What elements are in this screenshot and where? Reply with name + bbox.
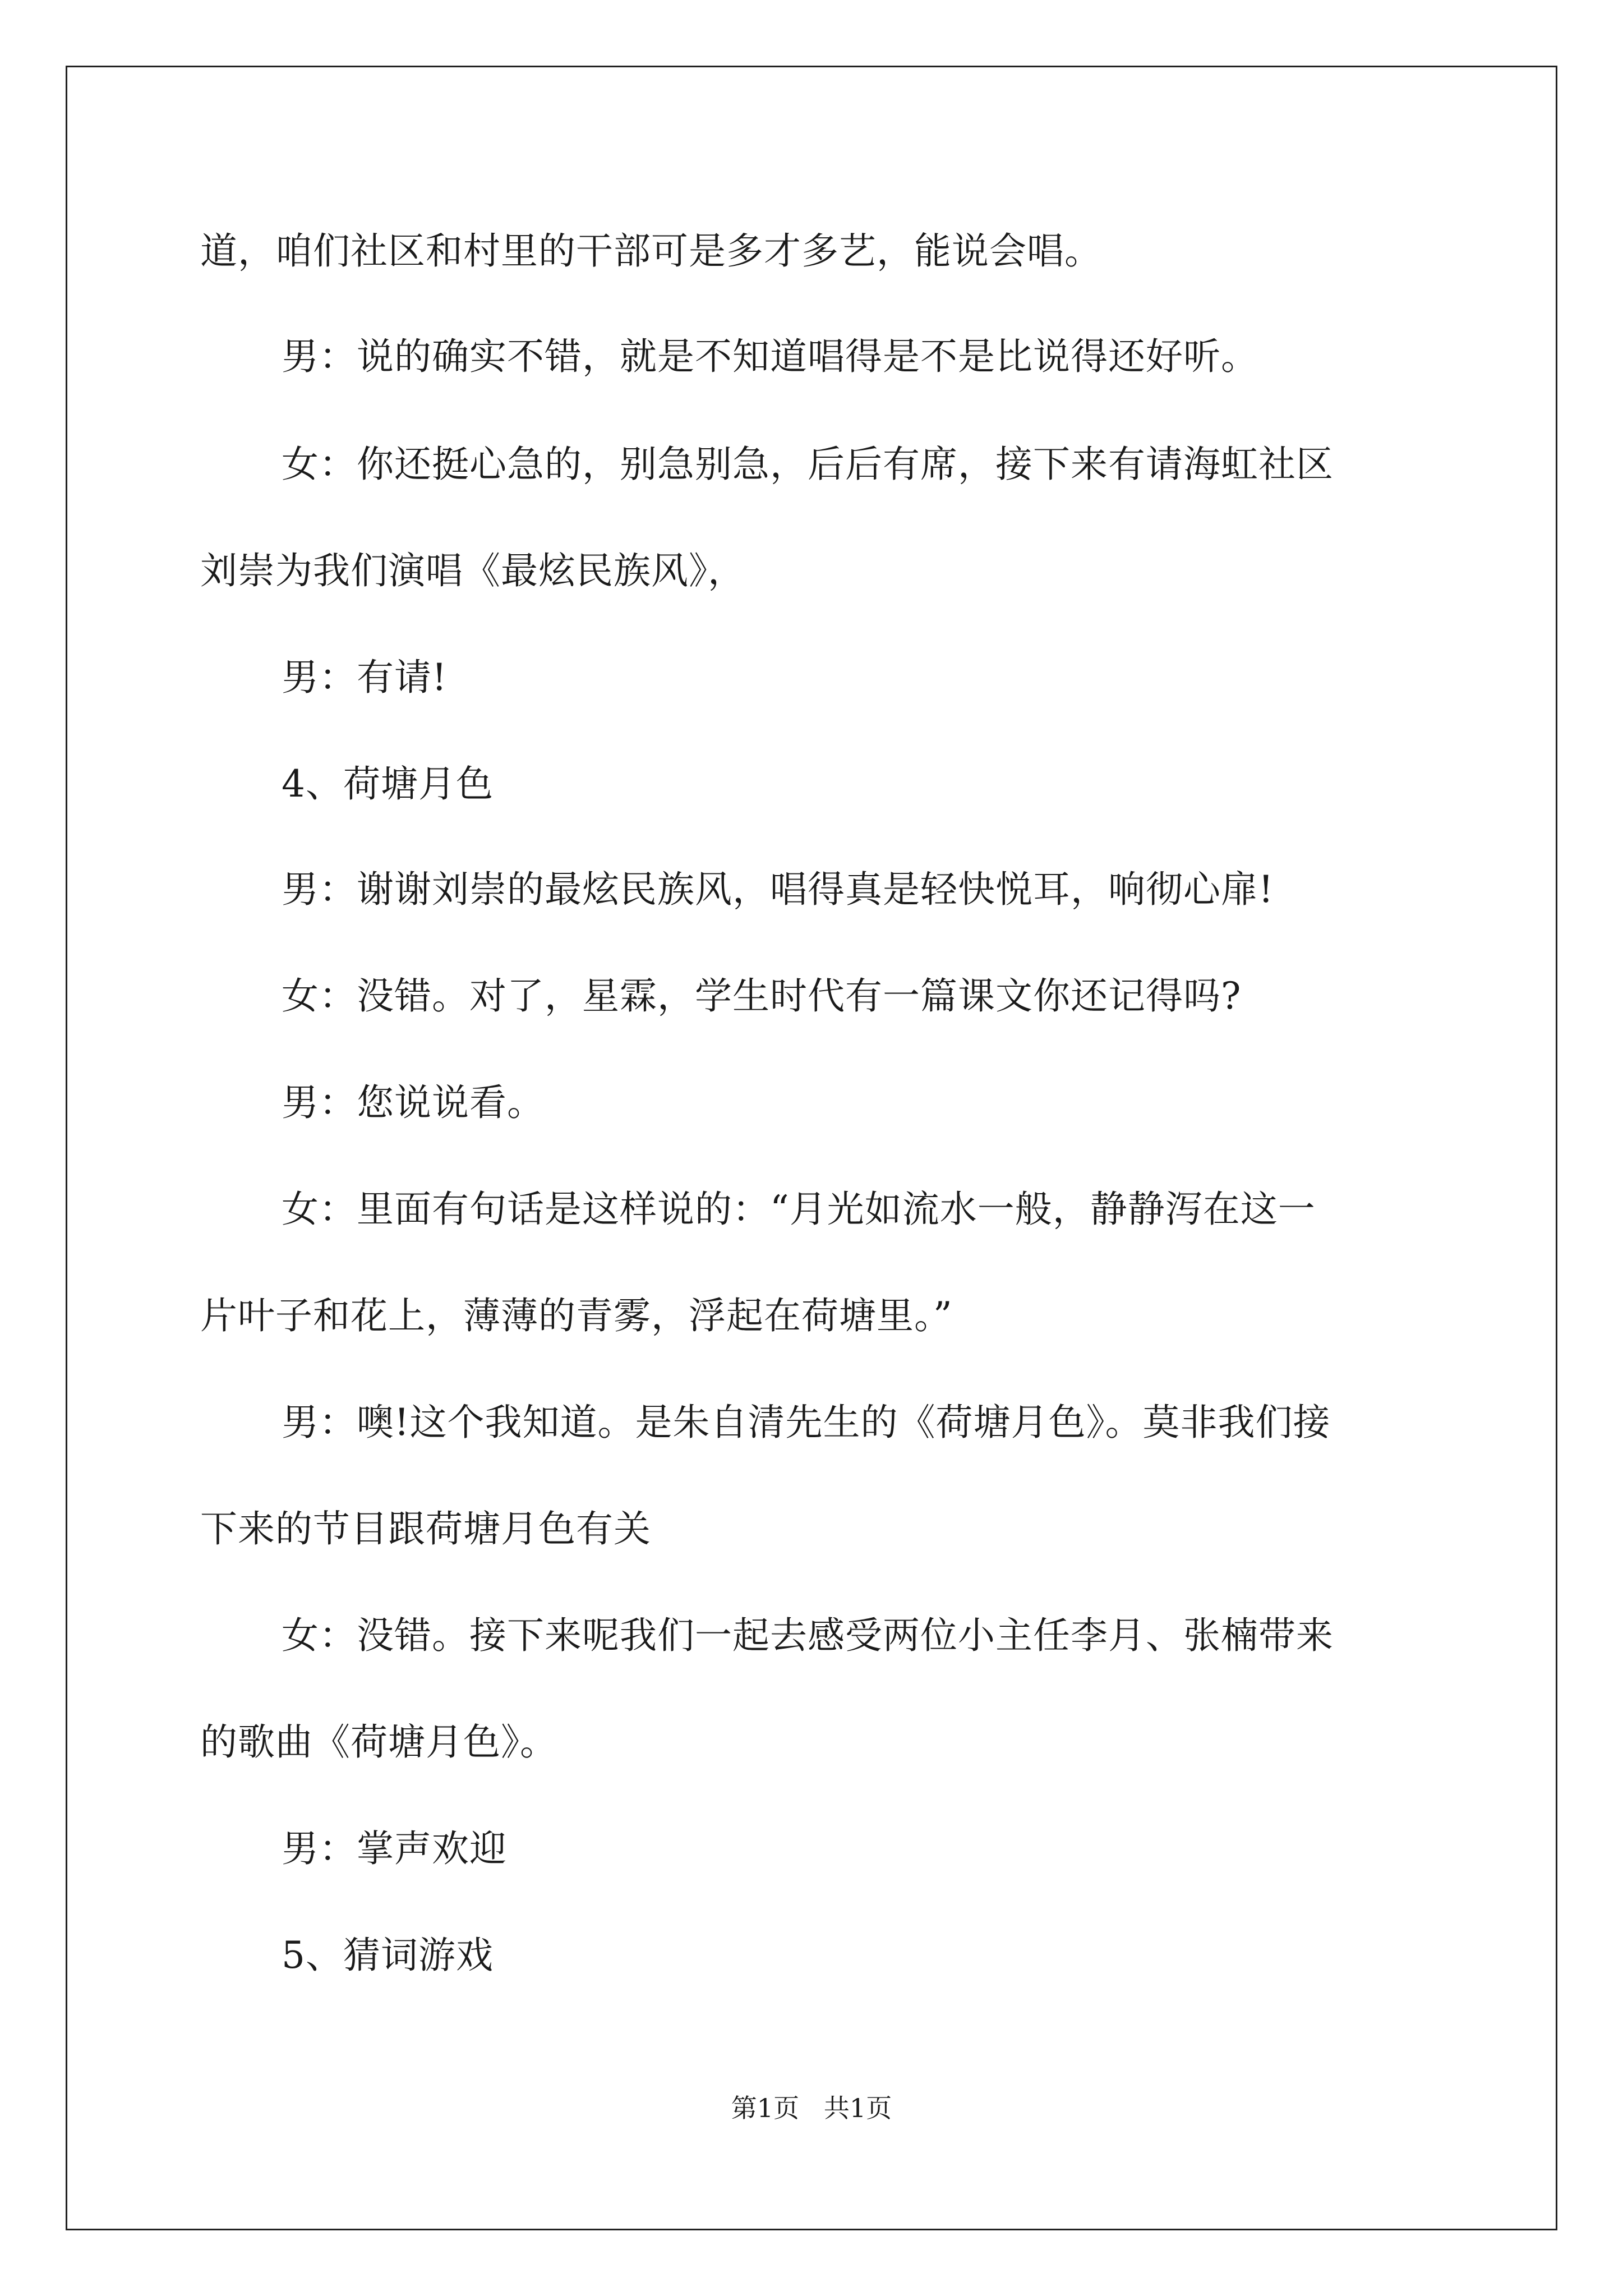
body-line: 女：里面有句话是这样说的：“月光如流水一般，静静泻在这一 [282,1188,1316,1231]
body-line: 道，咱们社区和村里的干部可是多才多艺，能说会唱。 [200,229,1102,273]
body-line: 男：说的确实不错，就是不知道唱得是不是比说得还好听。 [282,335,1258,378]
body-line: 片叶子和花上，薄薄的青雾，浮起在荷塘里。” [200,1294,953,1337]
body-line: 刘崇为我们演唱《最炫民族风》， [200,549,745,592]
body-line: 男：掌声欢迎 [282,1827,507,1870]
body-line: 男：您说说看。 [282,1081,545,1124]
body-line: 的歌曲《荷塘月色》。 [200,1720,557,1764]
body-line: 男：谢谢刘崇的最炫民族风，唱得真是轻快悦耳，响彻心扉! [282,868,1274,911]
section-heading: 5、猜词游戏 [282,1934,494,1977]
body-line: 男：有请! [282,656,448,699]
page-footer: 第1页 共1页 [731,2093,892,2123]
page-border [66,66,1557,2230]
body-line: 女：你还挺心急的，别急别急，后后有席，接下来有请海虹社区 [282,443,1334,486]
section-heading: 4、荷塘月色 [282,762,494,806]
body-line: 下来的节目跟荷塘月色有关 [200,1507,651,1550]
body-line: 女：没错。接下来呢我们一起去感受两位小主任李月、张楠带来 [282,1614,1334,1657]
body-line: 男：噢!这个我知道。是朱自清先生的《荷塘月色》。莫非我们接 [282,1401,1331,1444]
body-line: 女：没错。对了，星霖，学生时代有一篇课文你还记得吗? [282,974,1242,1018]
